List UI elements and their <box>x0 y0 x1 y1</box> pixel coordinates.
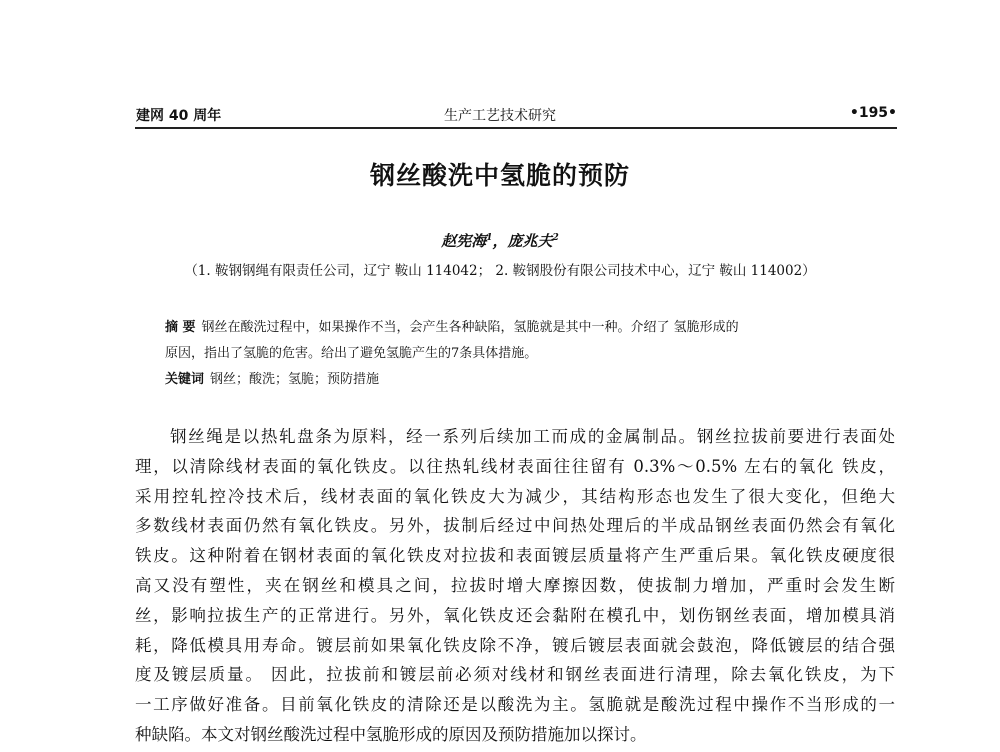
body-text-line: 种缺陷。本文对钢丝酸洗过程中氢脆形成的原因及预防措施加以探讨。 <box>135 725 647 744</box>
body-text-line: 铁皮。这种附着在钢材表面的氧化铁皮对拉拔和表面镀层质量将产生严重后果。氧化铁皮硬度很 <box>135 546 895 566</box>
header-rule <box>135 127 897 129</box>
body-text-line: 一工序做好准备。目前氧化铁皮的清除还是以酸洗为主。氢脆就是酸洗过程中操作不当形成的一 <box>135 695 895 715</box>
author-affiliation-mark: 1 <box>486 233 493 243</box>
abstract-label: 摘 要 <box>165 320 196 335</box>
body-text-line: 理，以清除线材表面的氧化铁皮。以往热轧线材表面往往留有 0.3%～0.5% 左右的氧化 铁皮， <box>135 456 895 476</box>
page-number: •195• <box>849 105 897 121</box>
keywords-text: 钢丝；酸洗；氢脆；预防措施 <box>210 372 380 387</box>
body-text-line: 度及镀层质量。 因此，拉拔前和镀层前必须对线材和钢丝表面进行清理，除去氧化铁皮，为下 <box>135 665 895 685</box>
abstract-text: 原因，指出了氢脆的危害。给出了避免氢脆产生的7条具体措施。 <box>165 346 538 361</box>
body-text-line: 钢丝绳是以热轧盘条为原料，经一系列后续加工而成的金属制品。钢丝拉拔前要进行表面处 <box>170 427 895 446</box>
body-text-line: 高又没有塑性，夹在钢丝和模具之间，拉拔时增大摩擦因数，使拔制力增加，严重时会发生断 <box>135 576 895 595</box>
abstract-line <box>165 342 865 361</box>
running-header-section: 生产工艺技术研究 <box>444 108 556 124</box>
author-name: 庞兆夫 <box>507 232 553 250</box>
abstract-text: 钢丝在酸洗过程中，如果操作不当，会产生各种缺陷，氢脆就是其中一种。介绍了 氢脆形成的 <box>201 320 739 335</box>
body-text-line: 丝，影响拉拔生产的正常进行。另外，氧化铁皮还会黏附在模孔中，划伤钢丝表面，增加模具消 <box>135 605 895 625</box>
abstract-line <box>165 316 865 335</box>
paper-title: 钢丝酸洗中氢脆的预防 <box>369 161 630 190</box>
keywords-label: 关键词 <box>165 372 205 387</box>
keywords-line <box>165 368 865 387</box>
body-text-line: 耗，降低模具用寿命。镀层前如果氧化铁皮除不净，镀后镀层表面就会鼓泡，降低镀层的结合强 <box>135 635 895 655</box>
affiliations: （1. 鞍钢钢绳有限责任公司，辽宁 鞍山 114042； 2. 鞍钢股份有限公司技术中心，辽宁 鞍山 114002） <box>184 263 816 279</box>
author-separator: ， <box>492 232 508 250</box>
running-header-left: 建网 40 周年 <box>136 108 222 124</box>
author-name: 赵宪海 <box>441 232 487 250</box>
body-text-line: 多数线材表面仍然有氧化铁皮。另外，拔制后经过中间热处理后的半成品钢丝表面仍然会有氧化 <box>135 516 895 536</box>
body-text-line: 采用控轧控冷技术后，线材表面的氧化铁皮大为减少，其结构形态也发生了很大变化，但绝大 <box>135 486 895 506</box>
author-affiliation-mark: 2 <box>552 233 559 243</box>
author-list <box>0 230 1000 251</box>
